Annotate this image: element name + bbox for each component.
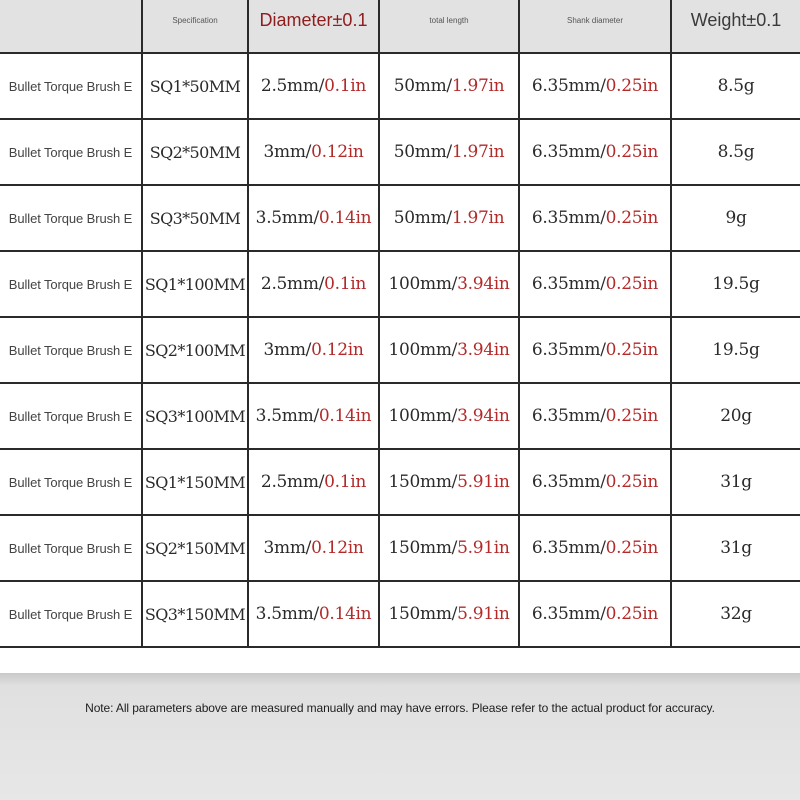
unit-separator: /: [451, 340, 458, 360]
length-cell: [379, 383, 519, 449]
shank-cell: [519, 317, 671, 383]
length-cell-mm: 50mm: [393, 142, 447, 162]
shank-cell-in: 0.25in: [605, 340, 659, 360]
shank-cell-mm: 6.35mm: [531, 604, 601, 624]
length-cell: [379, 317, 519, 383]
unit-separator: /: [446, 76, 452, 96]
header-diameter: Diameter±0.1: [248, 0, 379, 53]
unit-separator: /: [451, 604, 458, 624]
unit-separator: /: [451, 472, 458, 492]
diameter-cell-mm: 2.5mm: [260, 274, 319, 294]
diameter-cell-in: 0.12in: [311, 340, 364, 360]
length-cell-in: 5.91in: [457, 472, 510, 492]
table-row: [0, 185, 800, 251]
product-name: Bullet Torque Brush E: [0, 317, 142, 383]
length-cell-mm: 50mm: [393, 208, 447, 228]
length-cell-in: 5.91in: [457, 538, 510, 558]
diameter-cell-in: 0.1in: [324, 76, 367, 96]
shank-cell: [519, 119, 671, 185]
header-specification: Specification: [142, 0, 248, 53]
length-cell-in: 3.94in: [457, 340, 510, 360]
product-name: Bullet Torque Brush E: [0, 119, 142, 185]
shank-cell-in: 0.25in: [605, 472, 659, 492]
shank-cell-in: 0.25in: [605, 208, 659, 228]
shank-cell-mm: 6.35mm: [531, 538, 601, 558]
shank-cell-mm: 6.35mm: [531, 472, 601, 492]
length-cell-mm: 150mm: [388, 538, 452, 558]
weight-cell: 32g: [671, 581, 800, 647]
specification-cell: SQ1*100MM: [142, 251, 248, 317]
unit-separator: /: [313, 604, 319, 624]
diameter-cell-mm: 2.5mm: [260, 76, 319, 96]
weight-cell: 8.5g: [671, 53, 800, 119]
shank-cell: [519, 383, 671, 449]
unit-separator: /: [600, 76, 606, 96]
diameter-cell: [248, 53, 379, 119]
diameter-cell-mm: 3mm: [263, 340, 306, 360]
unit-separator: /: [305, 142, 312, 162]
table-row: [0, 119, 800, 185]
shank-cell-mm: 6.35mm: [531, 142, 601, 162]
diameter-cell-in: 0.14in: [318, 208, 372, 228]
length-cell: [379, 185, 519, 251]
unit-separator: /: [318, 472, 325, 492]
specification-cell: SQ3*50MM: [142, 185, 248, 251]
length-cell: [379, 581, 519, 647]
shank-cell: [519, 185, 671, 251]
header-row: [0, 0, 800, 53]
shank-cell: [519, 449, 671, 515]
length-cell-mm: 100mm: [388, 340, 452, 360]
length-cell-mm: 150mm: [388, 604, 452, 624]
diameter-cell-in: 0.14in: [318, 604, 372, 624]
specification-cell: SQ1*150MM: [142, 449, 248, 515]
unit-separator: /: [305, 538, 312, 558]
table-row: [0, 383, 800, 449]
diameter-cell-in: 0.14in: [318, 406, 372, 426]
table-body: [0, 53, 800, 647]
unit-separator: /: [318, 76, 325, 96]
length-cell-mm: 50mm: [393, 76, 447, 96]
shank-cell: [519, 251, 671, 317]
length-cell-mm: 100mm: [388, 274, 452, 294]
diameter-cell: [248, 185, 379, 251]
shank-cell-in: 0.25in: [605, 142, 659, 162]
weight-cell: 20g: [671, 383, 800, 449]
product-name: Bullet Torque Brush E: [0, 581, 142, 647]
length-cell-mm: 100mm: [388, 406, 452, 426]
product-name: Bullet Torque Brush E: [0, 251, 142, 317]
table-row: [0, 251, 800, 317]
shank-cell-in: 0.25in: [605, 538, 659, 558]
unit-separator: /: [600, 340, 606, 360]
unit-separator: /: [451, 406, 458, 426]
shank-cell-in: 0.25in: [605, 406, 659, 426]
specification-cell: SQ1*50MM: [142, 53, 248, 119]
unit-separator: /: [313, 406, 319, 426]
weight-cell: 19.5g: [671, 251, 800, 317]
length-cell: [379, 251, 519, 317]
diameter-cell: [248, 515, 379, 581]
diameter-cell-mm: 3mm: [263, 538, 306, 558]
header-total-length: total length: [379, 0, 519, 53]
length-cell: [379, 119, 519, 185]
length-cell-in: 1.97in: [451, 208, 505, 228]
diameter-cell-in: 0.1in: [324, 274, 367, 294]
unit-separator: /: [446, 208, 452, 228]
unit-separator: /: [600, 472, 606, 492]
weight-cell: 31g: [671, 449, 800, 515]
length-cell-mm: 150mm: [388, 472, 452, 492]
header-name: [0, 0, 142, 53]
diameter-cell-mm: 2.5mm: [260, 472, 319, 492]
unit-separator: /: [600, 274, 606, 294]
length-cell: [379, 53, 519, 119]
unit-separator: /: [451, 538, 458, 558]
product-name: Bullet Torque Brush E: [0, 515, 142, 581]
length-cell: [379, 515, 519, 581]
footer-band: [0, 673, 800, 800]
diameter-cell-in: 0.1in: [324, 472, 367, 492]
shank-cell: [519, 53, 671, 119]
diameter-cell-mm: 3.5mm: [255, 406, 314, 426]
specification-cell: SQ2*150MM: [142, 515, 248, 581]
unit-separator: /: [600, 604, 606, 624]
product-name: Bullet Torque Brush E: [0, 53, 142, 119]
header-weight: Weight±0.1: [671, 0, 800, 53]
diameter-cell: [248, 449, 379, 515]
diameter-cell-in: 0.12in: [311, 142, 364, 162]
product-name: Bullet Torque Brush E: [0, 185, 142, 251]
length-cell-in: 1.97in: [451, 142, 505, 162]
shank-cell-mm: 6.35mm: [531, 208, 601, 228]
length-cell-in: 3.94in: [457, 274, 510, 294]
table-row: [0, 581, 800, 647]
diameter-cell: [248, 581, 379, 647]
weight-cell: 31g: [671, 515, 800, 581]
length-cell-in: 1.97in: [451, 76, 505, 96]
specification-cell: SQ3*100MM: [142, 383, 248, 449]
unit-separator: /: [600, 208, 606, 228]
length-cell-in: 3.94in: [457, 406, 510, 426]
diameter-cell: [248, 383, 379, 449]
diameter-cell: [248, 251, 379, 317]
weight-cell: 9g: [671, 185, 800, 251]
unit-separator: /: [305, 340, 312, 360]
unit-separator: /: [451, 274, 458, 294]
specification-cell: SQ3*150MM: [142, 581, 248, 647]
unit-separator: /: [318, 274, 325, 294]
length-cell: [379, 449, 519, 515]
shank-cell-mm: 6.35mm: [531, 274, 601, 294]
unit-separator: /: [600, 538, 606, 558]
product-name: Bullet Torque Brush E: [0, 449, 142, 515]
table-row: [0, 317, 800, 383]
product-name: Bullet Torque Brush E: [0, 383, 142, 449]
specification-cell: SQ2*100MM: [142, 317, 248, 383]
shank-cell-in: 0.25in: [605, 604, 659, 624]
diameter-cell-mm: 3mm: [263, 142, 306, 162]
diameter-cell: [248, 317, 379, 383]
diameter-cell-mm: 3.5mm: [255, 604, 314, 624]
diameter-cell-mm: 3.5mm: [255, 208, 314, 228]
weight-cell: 8.5g: [671, 119, 800, 185]
table-row: [0, 449, 800, 515]
specification-cell: SQ2*50MM: [142, 119, 248, 185]
shank-cell-mm: 6.35mm: [531, 76, 601, 96]
shank-cell: [519, 581, 671, 647]
diameter-cell-in: 0.12in: [311, 538, 364, 558]
length-cell-in: 5.91in: [457, 604, 510, 624]
diameter-cell: [248, 119, 379, 185]
shank-cell-in: 0.25in: [605, 274, 659, 294]
unit-separator: /: [446, 142, 452, 162]
footer-note: Note: All parameters above are measured manually and may have errors. Please refer to the actual product for accuracy.: [85, 701, 715, 715]
table-row: [0, 515, 800, 581]
shank-cell-in: 0.25in: [605, 76, 659, 96]
unit-separator: /: [600, 142, 606, 162]
shank-cell-mm: 6.35mm: [531, 406, 601, 426]
header-shank-diameter: Shank diameter: [519, 0, 671, 53]
unit-separator: /: [313, 208, 319, 228]
shank-cell: [519, 515, 671, 581]
weight-cell: 19.5g: [671, 317, 800, 383]
shank-cell-mm: 6.35mm: [531, 340, 601, 360]
table-row: [0, 53, 800, 119]
unit-separator: /: [600, 406, 606, 426]
